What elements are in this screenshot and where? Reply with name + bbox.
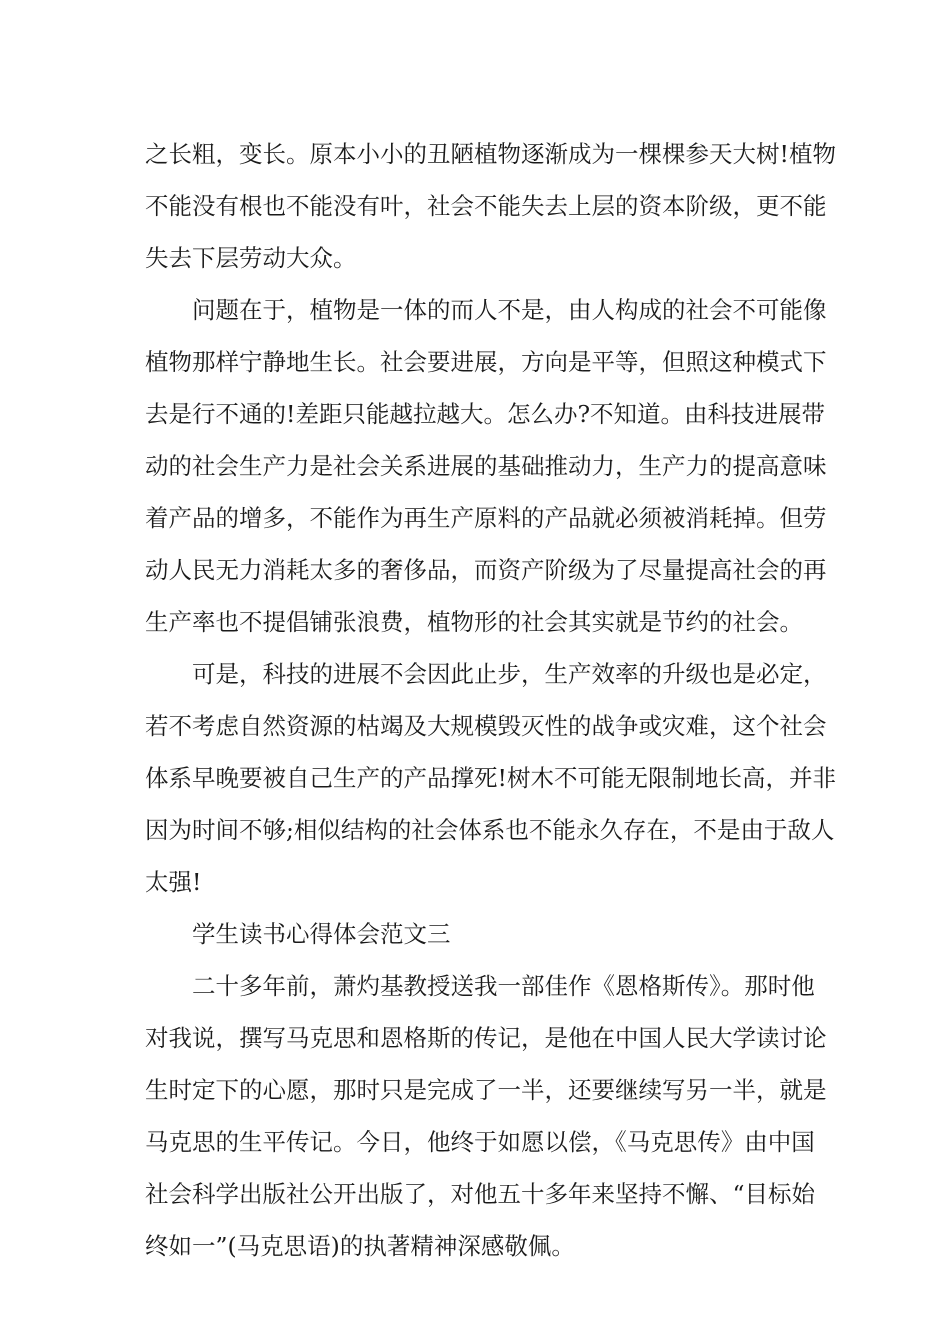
- text-line: 可是，科技的进展不会因此止步，生产效率的升级也是必定，: [192, 660, 827, 688]
- text-line: 二十多年前，萧灼基教授送我一部佳作《恩格斯传》。那时他: [192, 972, 815, 1000]
- paragraph-technology: [145, 648, 836, 908]
- text-line: 体系早晚要被自己生产的产品撑死!树木不可能无限制地长高，并非: [145, 764, 836, 792]
- text-line: 社会科学出版社公开出版了，对他五十多年来坚持不懈、“目标始: [145, 1180, 816, 1208]
- text-line: 动人民无力消耗太多的奢侈品，而资产阶级为了尽量提高社会的再: [145, 556, 827, 584]
- text-line: 对我说，撰写马克思和恩格斯的传记，是他在中国人民大学读讨论: [145, 1024, 827, 1052]
- document-body: [145, 128, 836, 1272]
- text-line: 失去下层劳动大众。: [145, 244, 357, 272]
- paragraph-continuation: [145, 128, 836, 284]
- text-line: 太强!: [145, 868, 202, 896]
- text-line: 生时定下的心愿，那时只是完成了一半，还要继续写另一半，就是: [145, 1076, 827, 1104]
- text-line: 去是行不通的!差距只能越拉越大。怎么办?不知道。由科技进展带: [145, 400, 826, 428]
- section-heading: [145, 908, 810, 960]
- paragraph-problem: [145, 284, 827, 648]
- text-line: 不能没有根也不能没有叶，社会不能失去上层的资本阶级，更不能: [145, 192, 827, 220]
- paragraph-marx-biography: [145, 960, 827, 1272]
- text-line: 马克思的生平传记。今日，他终于如愿以偿，《马克思传》由中国: [145, 1128, 815, 1156]
- text-line: 植物那样宁静地生长。社会要进展，方向是平等，但照这种模式下: [145, 348, 827, 376]
- text-line: 生产率也不提倡铺张浪费，植物形的社会其实就是节约的社会。: [145, 608, 803, 636]
- section-title: 学生读书心得体会范文三: [192, 920, 451, 948]
- text-line: 若不考虑自然资源的枯竭及大规模毁灭性的战争或灾难，这个社会: [145, 712, 827, 740]
- text-line: 着产品的增多，不能作为再生产原料的产品就必须被消耗掉。但劳: [145, 504, 827, 532]
- text-line: 终如一”(马克思语)的执著精神深感敬佩。: [145, 1232, 575, 1260]
- text-line: 动的社会生产力是社会关系进展的基础推动力，生产力的提高意味: [145, 452, 827, 480]
- text-line: 问题在于，植物是一体的而人不是，由人构成的社会不可能像: [192, 296, 827, 324]
- text-line: 之长粗，变长。原本小小的丑陋植物逐渐成为一棵棵参天大树!植物: [145, 140, 836, 168]
- text-line: 因为时间不够;相似结构的社会体系也不能永久存在，不是由于敌人: [145, 816, 835, 844]
